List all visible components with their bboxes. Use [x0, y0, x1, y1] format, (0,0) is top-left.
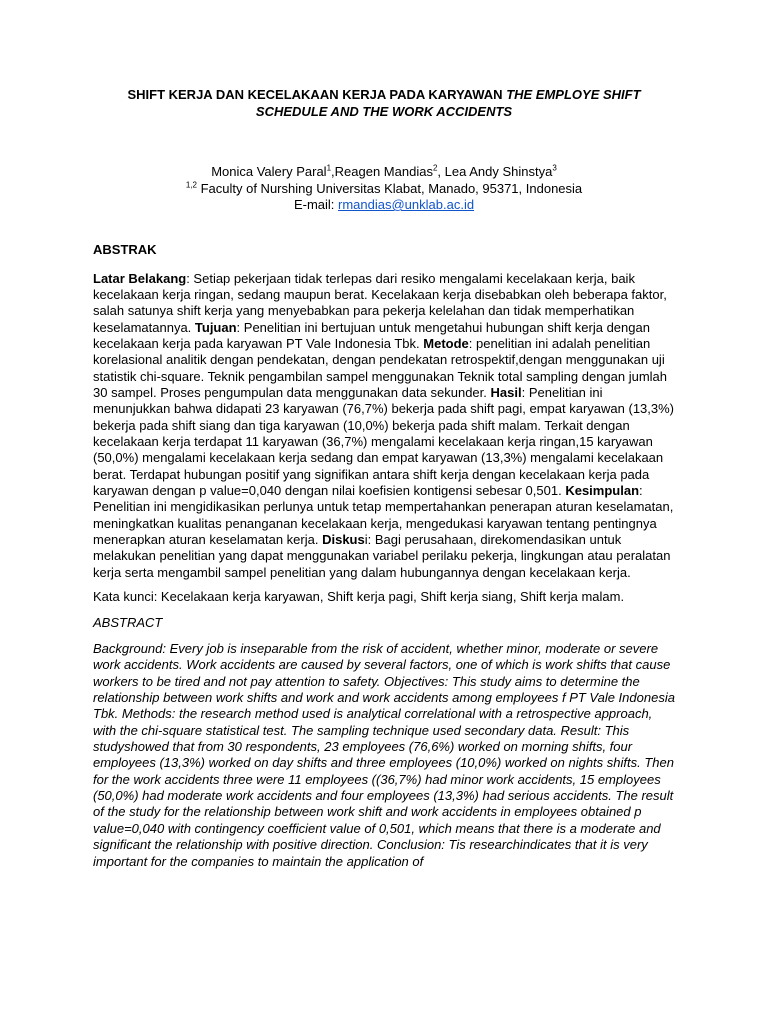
affiliation: $^{1,2}$ Faculty of Nurshing Universitas Klabat, Manado, 95371, Indonesia	[185, 180, 583, 196]
author-2: Reagen Mandias	[334, 164, 433, 179]
email-line	[93, 197, 675, 214]
abstrak-heading: ABSTRAK	[93, 241, 157, 257]
title-main: SHIFT KERJA DAN KECELAKAAN KERJA PADA KARYAWAN	[127, 87, 503, 102]
email-label: E-mail:	[293, 197, 335, 212]
abstract-heading: ABSTRACT	[93, 615, 163, 631]
title-english: THE EMPLOYE SHIFT SCHEDULE AND THE WORK ACCIDENTS	[255, 87, 641, 119]
author-block	[93, 164, 675, 214]
paper-title	[93, 86, 675, 120]
author-names: Monica Valery Paral$^1$,Reagen Mandias$^2$, Lea Andy Shinstya$^3$	[211, 163, 557, 179]
keywords: Kata kunci: Kecelakaan kerja karyawan, Shift kerja pagi, Shift kerja siang, Shift kerja malam.	[93, 589, 625, 605]
email-link[interactable]: rmandias@unklab.ac.id	[338, 197, 475, 212]
abstrak-body: Latar Belakang: Setiap pekerjaan tidak terlepas dari resiko mengalami kecelakaan kerja, baik kecelakaan kerja ringan, sedang maupun berat. Kecelakaan kerja disebabkan oleh beberapa faktor, salah satunya shift kerja yang menyebabkan para pekerja kelelahan dan tidak memperhatikan keselamatannya. Tujuan: Penelitian ini bertujuan untuk mengetahui hubungan shift kerja dengan kecelakaan kerja pada karyawan PT Vale Indonesia Tbk. Metode: penelitian ini adalah penelitian korelasional analitik dengan pendekatan, dengan pendekatan retrospektif,dengan menggunakan uji statistik chi-square. Teknik pengambilan sampel menggunakan Teknik total sampling dengan jumlah 30 sampel. Proses pengumpulan data menggunakan data sekunder. Hasil: Penelitian ini menunjukkan bahwa didapati 23 karyawan (76,7%) bekerja pada shift pagi, empat karyawan (13,3%) bekerja pada shift siang dan tiga karyawan (10,0%) bekerja pada shift malam. Terkait dengan kecelakaan kerja terdapat 11 karyawan (36,7%) mengalami kecelakaan kerja ringan,15 karyawan (50,0%) mengalami kecelakaan kerja sedang dan empat karyawan (13,3%) mengalami kecelakaan berat. Terdapat hubungan positif yang signifikan antara shift kerja dengan kecelakaan kerja pada karyawan dengan p value=0,040 dengan nilai koefisien kontigensi sebesar 0,501. Kesimpulan: Penelitian ini mengidikasikan perlunya untuk tetap mempertahankan penerapan aturan keselamatan, meningkatkan kualitas penanganan kecelakaan kerja, mengedukasi karyawan tentang pentingnya menerapkan aturan keselamatan kerja. Diskusi: Bagi perusahaan, direkomendasikan untuk melakukan penelitian yang dapat menggunakan variabel perilaku pekerja, lingkungan atau peralatan kerja serta mengambil sampel penelitian yang dalam hubungannya dengan kecelakaan kerja.	[93, 270, 675, 580]
author-3: Lea Andy Shinstya	[444, 164, 553, 179]
author-1: Monica Valery Paral	[211, 164, 327, 179]
abstract-body: Background: Every job is inseparable from the risk of accident, whether minor, moderate or severe work accidents. Work accidents are caused by several factors, one of which is work shifts that cause workers to be tired and not pay attention to safety. Objectives: This study aims to determine the relationship between work shifts and work and work accidents among employees f PT Vale Indonesia Tbk. Methods: the research method used is analytical correlational with a retrospective approach, with the chi-square statistical test. The sampling technique used secondary data. Result: This studyshowed that from 30 respondents, 23 employees (76,6%) worked on morning shifts, four employees (13,3%) worked on day shifts and three employees (10,0%) worked on nights shifts. Then for the work accidents three were 11 employees ((36,7%) had minor work accidents, 15 employees (50,0%) had moderate work accidents and four employees (13,3%) had serious accidents. The result of the study for the relationship between work shift and work accidents in employees obtained p value=0,040 with contingency coefficient value of 0,501, which means that there is a moderate and significant the relationship with positive direction. Conclusion: Tis researchindicates that it is very important for the companies to maintain the application of	[93, 641, 675, 869]
paper-page	[93, 86, 675, 870]
